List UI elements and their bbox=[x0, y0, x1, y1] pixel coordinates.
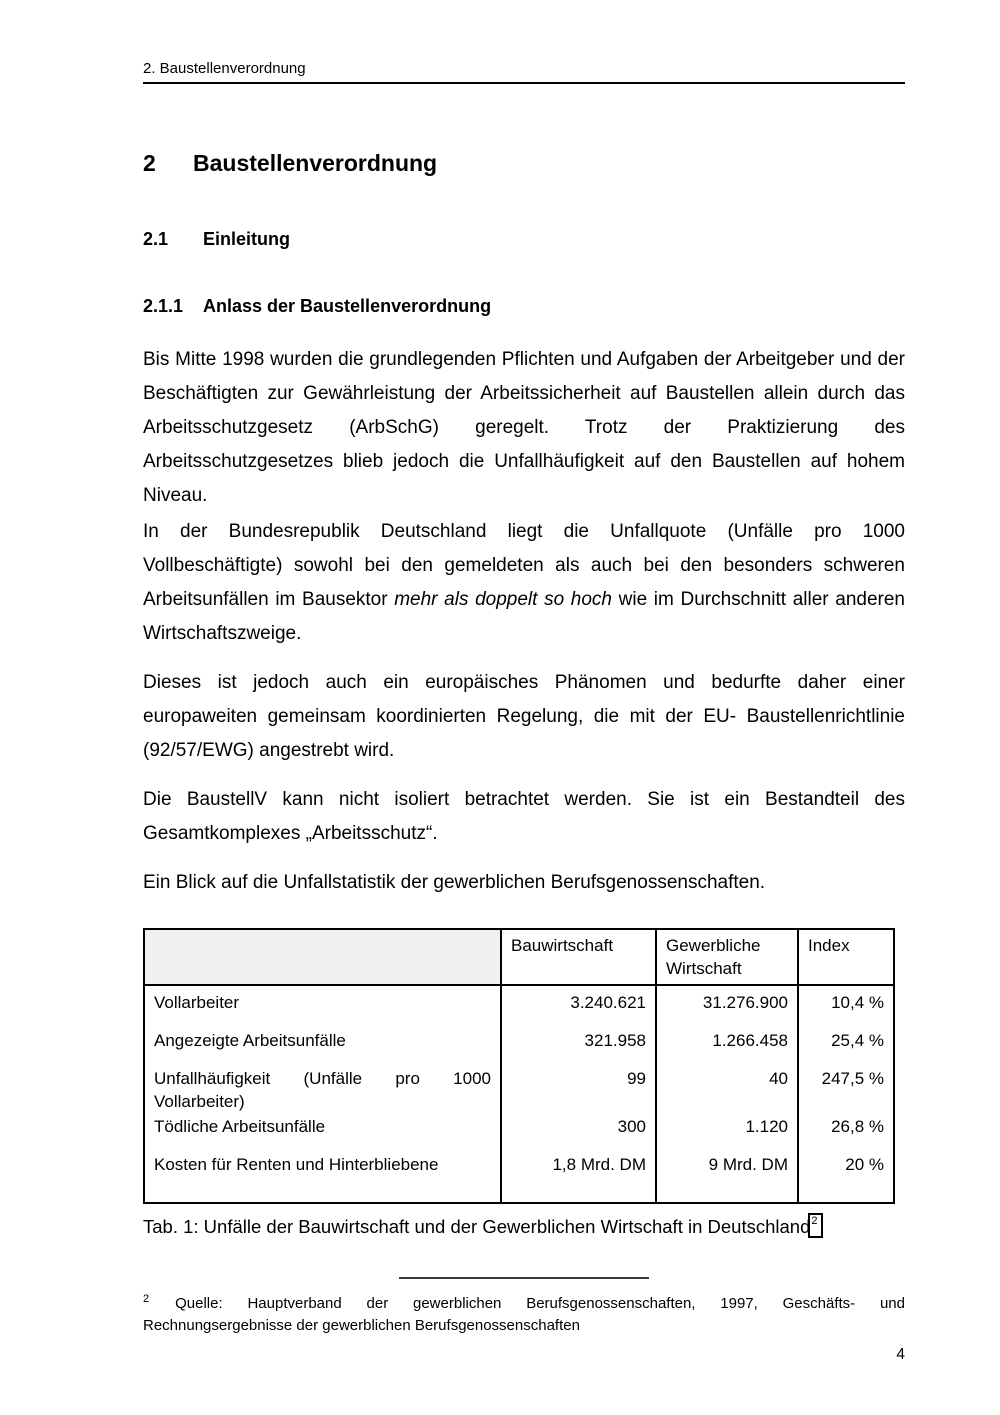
paragraph-5: Ein Blick auf die Unfallstatistik der gewerblichen Berufsgenossenschaften. bbox=[143, 872, 766, 893]
table-header-row bbox=[144, 929, 894, 985]
row-value-bauwirtschaft: 321.958 bbox=[501, 1016, 656, 1054]
accident-statistics-table bbox=[143, 928, 895, 1204]
row-value-gewerbliche: 9 Mrd. DM bbox=[656, 1140, 798, 1203]
table-header-bauwirtschaft: Bauwirtschaft bbox=[501, 929, 656, 985]
table-header-gewerbliche-wirtschaft: Gewerbliche Wirtschaft bbox=[656, 929, 798, 985]
row-value-index: 20 % bbox=[798, 1140, 894, 1203]
subsection-number: 2.1.1 bbox=[143, 296, 184, 316]
chapter-heading bbox=[143, 150, 905, 177]
paragraph-2-italic-phrase: mehr als doppelt so hoch bbox=[394, 589, 612, 610]
footnote-reference-marker: 2 bbox=[808, 1213, 823, 1238]
table-caption bbox=[143, 1216, 905, 1247]
row-value-bauwirtschaft: 99 bbox=[501, 1054, 656, 1115]
chapter-number: 2 bbox=[143, 150, 156, 176]
paragraph-2-text-start: In der Bundesrepublik Deutschland liegt die Unfallquote (Unfälle pro 1000 Vollbeschäftigte) sowohl bei den gemeldeten als auch bei den besonders schweren Arbeitsunfällen im Bausektor bbox=[143, 521, 905, 610]
row-value-index: 25,4 % bbox=[798, 1016, 894, 1054]
row-value-bauwirtschaft: 300 bbox=[501, 1115, 656, 1140]
table-row bbox=[144, 1016, 894, 1054]
table-header-index: Index bbox=[798, 929, 894, 985]
row-value-index: 247,5 % bbox=[798, 1054, 894, 1115]
footnote-separator bbox=[399, 1277, 649, 1279]
table-caption-text: Tab. 1: Unfälle der Bauwirtschaft und der Gewerblichen Wirtschaft in Deutschland bbox=[143, 1216, 811, 1237]
row-label: Tödliche Arbeitsunfälle bbox=[144, 1115, 501, 1140]
page-number: 4 bbox=[896, 1346, 905, 1363]
footnote-marker: 2 bbox=[143, 1293, 150, 1305]
paragraph-3: Dieses ist jedoch auch ein europäisches Phänomen und bedurfte daher einer europaweiten gemeinsam koordinierten Regelung, die mit der EU- Baustellenrichtlinie (92/57/EWG) angestrebt wird. bbox=[143, 672, 905, 761]
section-heading bbox=[143, 229, 905, 250]
section-number: 2.1 bbox=[143, 229, 169, 249]
table-row bbox=[144, 1054, 894, 1115]
row-value-bauwirtschaft: 3.240.621 bbox=[501, 985, 656, 1016]
chapter-title: Baustellenverordnung bbox=[193, 150, 438, 176]
row-value-gewerbliche: 31.276.900 bbox=[656, 985, 798, 1016]
table-row bbox=[144, 985, 894, 1016]
row-label: Unfallhäufigkeit (Unfälle pro 1000 Vollarbeiter) bbox=[144, 1054, 501, 1115]
row-label: Vollarbeiter bbox=[144, 985, 501, 1016]
table-row bbox=[144, 1140, 894, 1203]
paragraph-2 bbox=[143, 515, 905, 651]
table-row bbox=[144, 1115, 894, 1140]
running-header-text: 2. Baustellenverordnung bbox=[143, 60, 306, 77]
row-value-index: 10,4 % bbox=[798, 985, 894, 1016]
paragraph-4: Die BaustellV kann nicht isoliert betrachtet werden. Sie ist ein Bestandteil des Gesamtkomplexes „Arbeitsschutz“. bbox=[143, 789, 905, 844]
table-header-empty bbox=[144, 929, 501, 985]
paragraph-2-text-end: wie im Durchschnitt aller anderen Wirtschaftszweige. bbox=[143, 589, 905, 644]
row-value-gewerbliche: 1.266.458 bbox=[656, 1016, 798, 1054]
row-value-gewerbliche: 40 bbox=[656, 1054, 798, 1115]
footnote-text: Quelle: Hauptverband der gewerblichen Berufsgenossenschaften, 1997, Geschäfts- und Rechnungsergebnisse der gewerblichen Berufsgenossenschaften bbox=[143, 1295, 905, 1334]
row-label: Angezeigte Arbeitsunfälle bbox=[144, 1016, 501, 1054]
running-header bbox=[143, 60, 905, 84]
row-value-bauwirtschaft: 1,8 Mrd. DM bbox=[501, 1140, 656, 1203]
section-title: Einleitung bbox=[203, 229, 290, 249]
row-label: Kosten für Renten und Hinterbliebene bbox=[144, 1140, 501, 1203]
paragraph-1: Bis Mitte 1998 wurden die grundlegenden Pflichten und Aufgaben der Arbeitgeber und der Beschäftigten zur Gewährleistung der Arbeitssicherheit auf Baustellen allein durch das Arbeitsschutzgesetz (ArbSchG) geregelt. Trotz der Praktizierung des Arbeitsschutzgesetzes blieb jedoch die Unfallhäufigkeit auf den Baustellen auf hohem Niveau. bbox=[143, 349, 905, 506]
row-value-gewerbliche: 1.120 bbox=[656, 1115, 798, 1140]
footnote bbox=[143, 1288, 905, 1337]
subsection-heading bbox=[143, 296, 905, 317]
row-value-index: 26,8 % bbox=[798, 1115, 894, 1140]
subsection-title: Anlass der Baustellenverordnung bbox=[203, 296, 492, 316]
